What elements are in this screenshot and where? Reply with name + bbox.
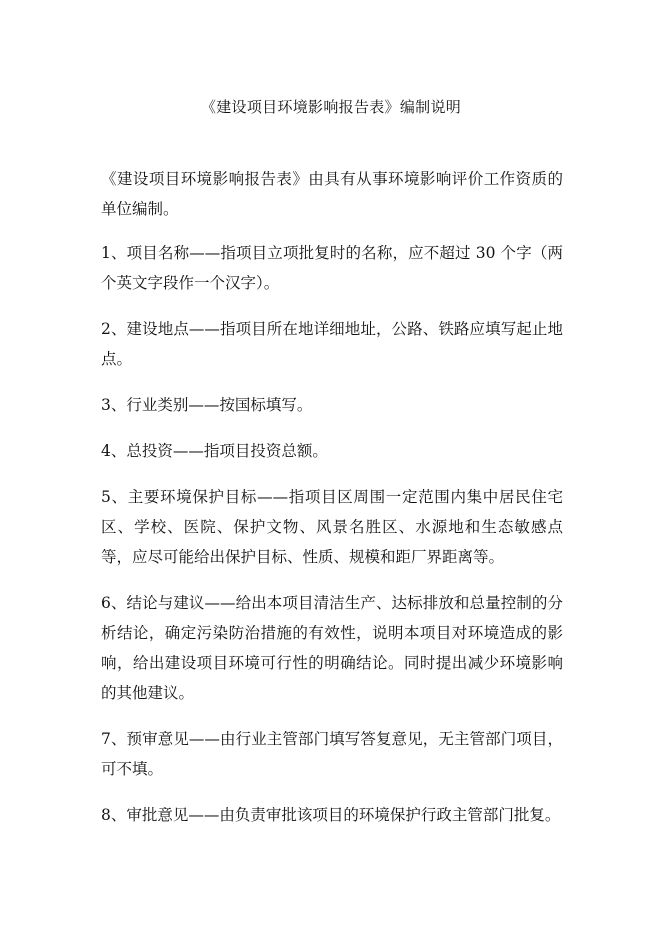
intro-paragraph: 《建设项目环境影响报告表》由具有从事环境影响评价工作资质的单位编制。	[101, 170, 563, 218]
item-6-conclusions: 6、结论与建议——给出本项目清洁生产、达标排放和总量控制的分析结论，确定污染防治措施的有效性，说明本项目对环境造成的影响，给出建设项目环境可行性的明确结论。同时提出减少环境影响的其他建议。	[101, 594, 563, 702]
item-4-total-investment: 4、总投资——指项目投资总额。	[101, 442, 328, 460]
item-3-industry-category: 3、行业类别——按国标填写。	[101, 396, 313, 414]
item-5-protection-targets: 5、主要环境保护目标——指项目区周围一定范围内集中居民住宅区、学校、医院、保护文物、风景名胜区、水源地和生态敏感点等，应尽可能给出保护目标、性质、规模和距厂界距离等。	[101, 488, 563, 566]
item-1-project-name: 1、项目名称——指项目立项批复时的名称，应不超过 30 个字（两个英文字段作一个汉字）。	[101, 244, 563, 292]
document-title: 《建设项目环境影响报告表》编制说明	[200, 98, 462, 116]
item-2-construction-site: 2、建设地点——指项目所在地详细地址，公路、铁路应填写起止地点。	[101, 320, 563, 368]
item-7-preliminary-review: 7、预审意见——由行业主管部门填写答复意见，无主管部门项目，可不填。	[101, 730, 563, 778]
item-8-approval-opinion: 8、审批意见——由负责审批该项目的环境保护行政主管部门批复。	[101, 806, 561, 824]
document-body	[101, 164, 563, 846]
